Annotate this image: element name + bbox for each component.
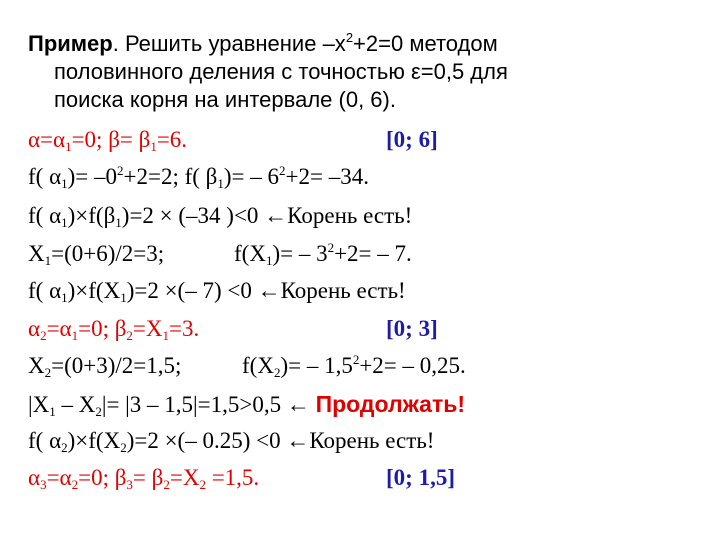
step-f-endpoints: f( $\alpha_1)= -0^2+2=2$; f( $\beta_1)= - 6^2+2= -34$.: [28, 163, 369, 191]
step-sign-check-1: f( $\alpha_1)\times f(\beta_1)=2 \times (-34$ )<0 ←Корень есть!: [28, 203, 413, 230]
step-initial-interval: $\alpha=\alpha_1=0$; $\beta= \beta_1=6$. [0; 6]: [28, 127, 438, 154]
statement-line-1: Пример. Решить уравнение $-x^2+2=0$ методом: [28, 30, 498, 56]
step-new-interval-3: $\alpha_3=\alpha_2=0$; $\beta_3= \beta_2=X_2 =1,5$. [0; 1,5]: [28, 465, 455, 492]
continue-label: Продолжать!: [315, 391, 466, 417]
interval-label-2: [0; 3]: [386, 316, 438, 341]
step-sign-check-2: f( $\alpha_1)\times f(X_1)=2$ ×(– 7) <0 ←Корень есть!: [28, 278, 406, 305]
interval-label-3: [0; 1,5]: [386, 465, 455, 490]
step-new-interval-2: $\alpha_2=\alpha_1=0$; $\beta_2=X_1=3$. [0; 3]: [28, 316, 438, 343]
interval-label-1: [0; 6]: [386, 127, 438, 152]
example-statement: [28, 30, 628, 114]
step-midpoint-1: $X_1=(0+6)/2=3$; $f(X_1)= - 3^2+2= - 7$.: [28, 240, 412, 268]
example-heading: Пример: [28, 31, 113, 56]
step-precision-check: $|X_1 - X_2|= |3 - 1,5|=1,5>0,5$ ← Продолжать!: [28, 391, 466, 419]
statement-line-3: поиска корня на интервале (0, 6).: [54, 87, 396, 112]
statement-line-2: половинного деления с точностью ε=0,5 для: [54, 59, 508, 84]
step-midpoint-2: $X_2=(0+3)/2=1,5$; $f(X_2)= - 1,5^2+2= - 0,25$.: [28, 352, 466, 380]
step-sign-check-3: f( $\alpha_2)\times f(X_2)=2$ ×(– 0.25) <0 ←Корень есть!: [28, 428, 435, 455]
